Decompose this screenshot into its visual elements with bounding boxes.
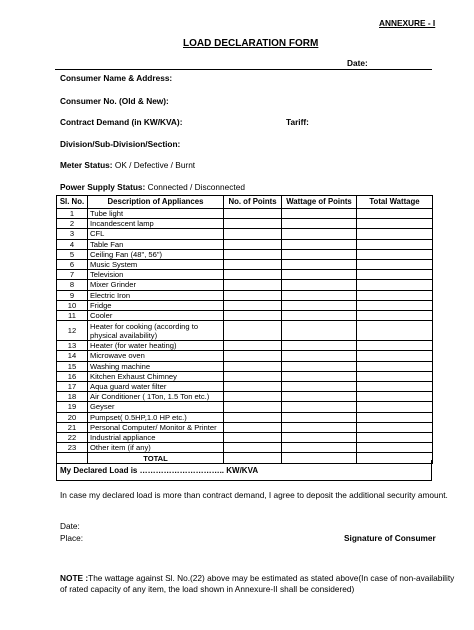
row-wattage-of-points-cell[interactable] [282,239,357,249]
row-sl-no: 12 [57,321,88,341]
row-appliance-description: Pumpset( 0.5HP,1.0 HP etc.) [88,412,224,422]
row-no-of-points-cell[interactable] [224,300,282,310]
row-appliance-description: Microwave oven [88,351,224,361]
row-appliance-description: Air Conditioner ( 1Ton, 1.5 Ton etc.) [88,392,224,402]
row-sl-no: 8 [57,280,88,290]
row-wattage-of-points-cell[interactable] [282,300,357,310]
table-row [57,311,433,321]
row-appliance-description: Cooler [88,311,224,321]
total-label: TOTAL [88,453,224,464]
row-wattage-of-points-cell[interactable] [282,443,357,453]
table-row [57,392,433,402]
row-wattage-of-points-cell[interactable] [282,229,357,239]
row-wattage-of-points-cell[interactable] [282,249,357,259]
row-sl-no: 21 [57,422,88,432]
row-appliance-description: Geyser [88,402,224,412]
row-sl-no: 18 [57,392,88,402]
row-appliance-description: Personal Computer/ Monitor & Printer [88,422,224,432]
row-total-wattage-cell[interactable] [357,351,433,361]
row-wattage-of-points-cell[interactable] [282,433,357,443]
row-total-wattage-cell[interactable] [357,209,433,219]
row-appliance-description: Other item (if any) [88,443,224,453]
row-total-wattage-cell[interactable] [357,270,433,280]
row-sl-no: 4 [57,239,88,249]
consumer-name-field: Consumer Name & Address: [60,73,173,83]
annexure-label: ANNEXURE - I [379,18,436,28]
row-wattage-of-points-cell[interactable] [282,341,357,351]
row-sl-no: 3 [57,229,88,239]
row-no-of-points-cell[interactable] [224,443,282,453]
row-sl-no: 23 [57,443,88,453]
col-header-sl-no: Sl. No. [57,196,88,209]
row-appliance-description: Table Fan [88,239,224,249]
row-sl-no: 16 [57,371,88,381]
row-sl-no: 11 [57,311,88,321]
row-wattage-of-points-cell[interactable] [282,382,357,392]
row-wattage-of-points-cell[interactable] [282,361,357,371]
row-sl-no: 10 [57,300,88,310]
appliances-table-body [57,209,433,464]
table-row [57,321,433,341]
col-header-wattage-of-points: Wattage of Points [282,196,357,209]
row-appliance-description: Industrial appliance [88,433,224,443]
row-wattage-of-points-cell[interactable] [282,392,357,402]
table-row [57,412,433,422]
table-row [57,260,433,270]
note-line-2: of rated capacity of any item, the load shown in Annexure-II shall be considered) [60,584,355,594]
row-total-wattage-cell[interactable] [357,402,433,412]
table-row [57,351,433,361]
row-total-wattage-cell[interactable] [357,341,433,351]
row-wattage-of-points-cell[interactable] [282,321,357,341]
row-sl-no: 17 [57,382,88,392]
row-appliance-description: Ceiling Fan (48", 56") [88,249,224,259]
table-row [57,290,433,300]
row-no-of-points-cell[interactable] [224,270,282,280]
row-total-wattage-cell[interactable] [357,422,433,432]
declared-load-box [56,460,432,481]
note-line-1 [60,573,454,583]
row-sl-no: 22 [57,433,88,443]
row-total-wattage-cell[interactable] [357,382,433,392]
header-divider [55,69,432,70]
division-field: Division/Sub-Division/Section: [60,139,181,149]
row-total-wattage-cell[interactable] [357,321,433,341]
table-row [57,422,433,432]
row-total-wattage-cell[interactable] [357,229,433,239]
note-text-1: The wattage against Sl. No.(22) above may be estimated as stated above(In case of non-availability [88,573,455,583]
row-total-wattage-cell[interactable] [357,249,433,259]
table-row [57,209,433,219]
appliances-table [56,195,433,464]
row-total-wattage-cell[interactable] [357,290,433,300]
row-sl-no: 5 [57,249,88,259]
row-wattage-of-points-cell[interactable] [282,371,357,381]
table-header-row [57,196,433,209]
row-sl-no: 15 [57,361,88,371]
undertaking-text: In case my declared load is more than contract demand, I agree to deposit the additional security amount. [60,490,448,500]
table-row [57,371,433,381]
power-supply-label: Power Supply Status: [60,182,146,192]
col-header-description: Description of Appliances [88,196,224,209]
row-sl-no: 2 [57,219,88,229]
table-row [57,300,433,310]
row-no-of-points-cell[interactable] [224,382,282,392]
row-no-of-points-cell[interactable] [224,321,282,341]
row-no-of-points-cell[interactable] [224,371,282,381]
row-total-wattage-cell[interactable] [357,311,433,321]
row-wattage-of-points-cell[interactable] [282,311,357,321]
meter-status-label: Meter Status: [60,160,113,170]
row-no-of-points-cell[interactable] [224,260,282,270]
date-label: Date: [347,58,368,68]
row-total-wattage-cell[interactable] [357,371,433,381]
row-total-wattage-cell[interactable] [357,443,433,453]
footer-place-label: Place: [60,533,84,543]
declared-load-text: My Declared Load is ………………………….. KW/KVA [60,466,259,475]
row-no-of-points-cell[interactable] [224,249,282,259]
row-no-of-points-cell[interactable] [224,229,282,239]
row-wattage-of-points-cell[interactable] [282,270,357,280]
row-sl-no: 1 [57,209,88,219]
row-total-wattage-cell[interactable] [357,280,433,290]
meter-status-options: OK / Defective / Burnt [114,160,196,170]
table-row [57,402,433,412]
row-appliance-description: Music System [88,260,224,270]
table-row [57,443,433,453]
table-row [57,249,433,259]
row-appliance-description: Television [88,270,224,280]
row-total-wattage-cell[interactable] [357,260,433,270]
row-sl-no: 6 [57,260,88,270]
row-appliance-description: Aqua guard water filter [88,382,224,392]
row-sl-no: 19 [57,402,88,412]
row-sl-no: 20 [57,412,88,422]
row-appliance-description: Mixer Grinder [88,280,224,290]
contract-demand-field: Contract Demand (in KW/KVA): [60,117,183,127]
row-no-of-points-cell[interactable] [224,412,282,422]
table-row [57,229,433,239]
table-row [57,270,433,280]
note-label: NOTE : [60,573,89,583]
meter-status-field [60,160,195,170]
col-header-no-of-points: No. of Points [224,196,282,209]
row-no-of-points-cell[interactable] [224,341,282,351]
table-row [57,239,433,249]
row-appliance-description: Heater for cooking (according to physical availability) [88,321,224,341]
row-sl-no: 14 [57,351,88,361]
row-appliance-description: Fridge [88,300,224,310]
row-appliance-description: CFL [88,229,224,239]
row-no-of-points-cell[interactable] [224,402,282,412]
signature-label: Signature of Consumer [344,533,436,543]
tariff-field: Tariff: [286,117,309,127]
row-no-of-points-cell[interactable] [224,280,282,290]
row-wattage-of-points-cell[interactable] [282,260,357,270]
row-no-of-points-cell[interactable] [224,422,282,432]
row-no-of-points-cell[interactable] [224,209,282,219]
footer-date-label: Date: [60,521,80,531]
row-appliance-description: Tube light [88,209,224,219]
row-wattage-of-points-cell[interactable] [282,219,357,229]
row-no-of-points-cell[interactable] [224,239,282,249]
row-wattage-of-points-cell[interactable] [282,351,357,361]
row-no-of-points-cell[interactable] [224,351,282,361]
row-appliance-description: Washing machine [88,361,224,371]
row-no-of-points-cell[interactable] [224,219,282,229]
row-no-of-points-cell[interactable] [224,311,282,321]
col-header-total-wattage: Total Wattage [357,196,433,209]
row-wattage-of-points-cell[interactable] [282,290,357,300]
consumer-no-field: Consumer No. (Old & New): [60,96,169,106]
table-row [57,361,433,371]
row-wattage-of-points-cell[interactable] [282,280,357,290]
table-row [57,219,433,229]
row-total-wattage-cell[interactable] [357,433,433,443]
form-title: LOAD DECLARATION FORM [183,38,319,49]
row-wattage-of-points-cell[interactable] [282,412,357,422]
row-sl-no: 13 [57,341,88,351]
row-no-of-points-cell[interactable] [224,392,282,402]
row-sl-no: 9 [57,290,88,300]
row-no-of-points-cell[interactable] [224,361,282,371]
row-wattage-of-points-cell[interactable] [282,402,357,412]
row-total-wattage-cell[interactable] [357,392,433,402]
row-no-of-points-cell[interactable] [224,290,282,300]
table-row [57,433,433,443]
row-total-wattage-cell[interactable] [357,300,433,310]
row-no-of-points-cell[interactable] [224,433,282,443]
row-total-wattage-cell[interactable] [357,239,433,249]
row-wattage-of-points-cell[interactable] [282,209,357,219]
power-supply-options: Connected / Disconnected [147,182,245,192]
row-appliance-description: Incandescent lamp [88,219,224,229]
power-supply-field [60,182,245,192]
row-appliance-description: Electric Iron [88,290,224,300]
row-total-wattage-cell[interactable] [357,219,433,229]
table-row [57,280,433,290]
row-appliance-description: Kitchen Exhaust Chimney [88,371,224,381]
row-wattage-of-points-cell[interactable] [282,422,357,432]
table-row [57,382,433,392]
row-appliance-description: Heater (for water heating) [88,341,224,351]
row-sl-no: 7 [57,270,88,280]
row-total-wattage-cell[interactable] [357,361,433,371]
table-row [57,341,433,351]
row-total-wattage-cell[interactable] [357,412,433,422]
